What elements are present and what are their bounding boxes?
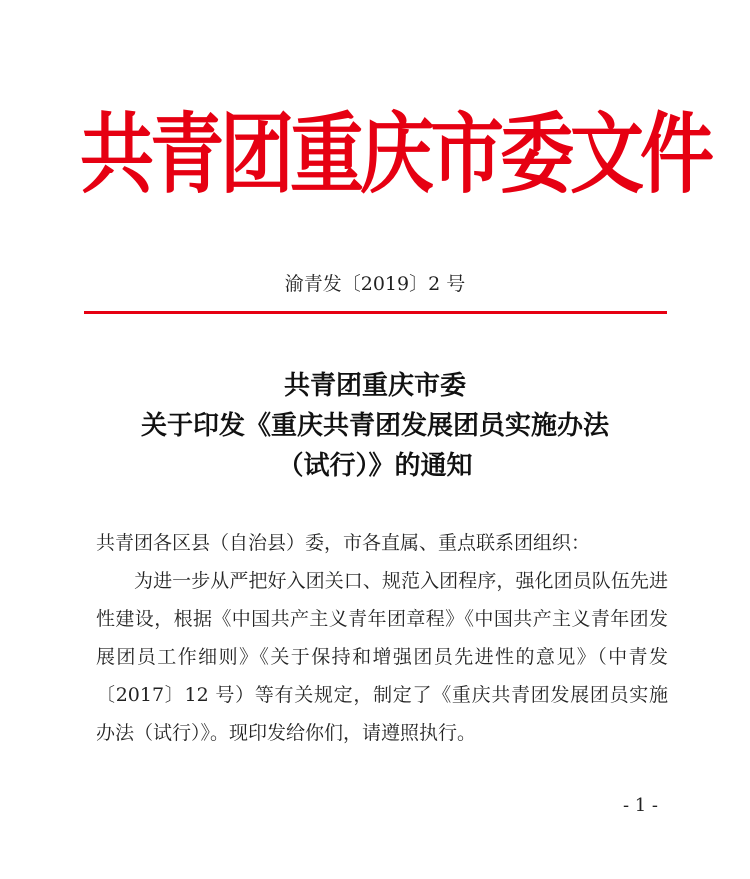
- salutation: 共青团各区县（自治县）委，市各直属、重点联系团组织：: [96, 532, 591, 554]
- document-number: 渝青发〔2019〕2 号: [284, 273, 466, 295]
- body-paragraph: 为进一步从严把好入团关口、规范入团程序，强化团员队伍先进性建设，根据《中国共产主义青年团章程》《中国共产主义青年团发展团员工作细则》《关于保持和增强团员先进性的意见》（中青发〔2017〕12 号）等有关规定，制定了《重庆共青团发展团员实施办法（试行）》。现印发给你们，请遵照执行。: [96, 570, 668, 744]
- title-line-2: 关于印发《重庆共青团发展团员实施办法: [140, 411, 609, 441]
- notice-title: [60, 366, 690, 486]
- notice-body: [96, 524, 668, 752]
- red-separator-line: [84, 311, 667, 314]
- document-header-title: 共青团重庆市委文件: [80, 104, 710, 206]
- title-line-3: （试行）》的通知: [277, 451, 473, 481]
- title-line-1: 共青团重庆市委: [283, 371, 466, 401]
- page-number: - 1 -: [622, 795, 658, 816]
